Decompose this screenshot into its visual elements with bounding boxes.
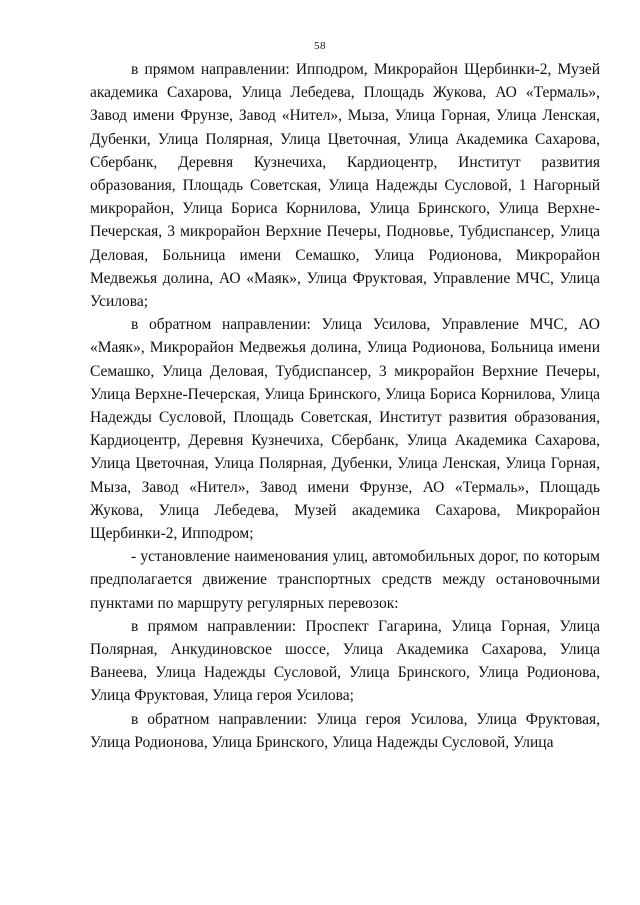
paragraph-forward-route-streets: в прямом направлении: Проспект Гагарина, Улица Горная, Улица Полярная, Анкудиновское шоссе, Улица Академика Сахарова, Улица Ванеева, Улица Надежды Сусловой, Улица Бринского, Улица Родионова, Улица Фруктовая, Улица героя Усилова; — [90, 617, 600, 705]
paragraph-reverse-route-stops: в обратном направлении: Улица Усилова, Управление МЧС, АО «Маяк», Микрорайон Медвежья долина, Улица Родионова, Больница имени Семашко, Улица Деловая, Тубдиспансер, 3 микрорайон Верхние Печеры, Улица Верхне-Печерская, Улица Бринского, Улица Бориса Корнилова, Улица Надежды Сусловой, Площадь Советская, Институт развития образования, Кардиоцентр, Деревня Кузнечиха, Сбербанк, Улица Академика Сахарова, Улица Цветочная, Улица Полярная, Дубенки, Улица Ленская, Улица Горная, Мыза, Завод «Нител», Завод имени Фрунзе, АО «Термаль», Площадь Жукова, Улица Лебедева, Музей академика Сахарова, Микрорайон Щербинки-2, Ипподром; — [90, 316, 600, 543]
paragraph-streets-heading: - установление наименования улиц, автомобильных дорог, по которым предполагается движение транспортных средств между остановочными пунктами по маршруту регулярных перевозок: — [90, 548, 600, 612]
document-body — [90, 58, 600, 754]
page-number: 58 — [314, 40, 326, 52]
paragraph-forward-route-stops: в прямом направлении: Ипподром, Микрорайон Щербинки-2, Музей академика Сахарова, Улица Лебедева, Площадь Жукова, АО «Термаль», Завод имени Фрунзе, Завод «Нител», Мыза, Улица Горная, Улица Ленская, Дубенки, Улица Полярная, Улица Цветочная, Улица Академика Сахарова, Сбербанк, Деревня Кузнечиха, Кардиоцентр, Институт развития образования, Площадь Советская, Улица Надежды Сусловой, 1 Нагорный микрорайон, Улица Бориса Корнилова, Улица Бринского, Улица Верхне-Печерская, 3 микрорайон Верхние Печеры, Подновье, Тубдиспансер, Улица Деловая, Больница имени Семашко, Улица Родионова, Микрорайон Медвежья долина, АО «Маяк», Улица Фруктовая, Управление МЧС, Улица Усилова; — [90, 61, 600, 311]
paragraph-reverse-route-streets: в обратном направлении: Улица героя Усилова, Улица Фруктовая, Улица Родионова, Улица Бринского, Улица Надежды Сусловой, Улица — [90, 710, 600, 751]
